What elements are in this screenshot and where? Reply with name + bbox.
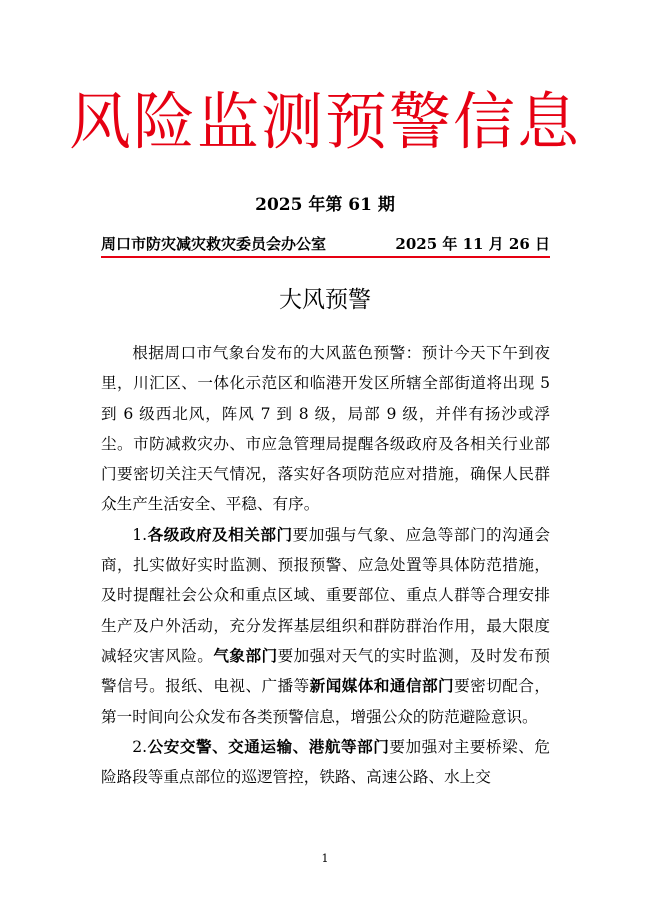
issue-date: 2025 年 11 月 26 日 [395, 235, 550, 253]
paragraph-item-2 [101, 732, 550, 793]
red-divider [101, 256, 550, 258]
paragraph-intro: 根据周口市气象台发布的大风蓝色预警：预计今天下午到夜里，川汇区、一体化示范区和临港开发区所辖全部街道将出现 5 到 6 级西北风，阵风 7 到 8 级，局部 9 级，并伴有扬沙或浮尘。市防减救灾办、市应急管理局提醒各级政府及各相关行业部门要密切关注天气情况，落实好各项防范应对措施，确保人民群众生产生活安全、平稳、有序。 [101, 344, 550, 514]
paragraph-item-1 [101, 520, 550, 732]
issuer-name: 周口市防灾减灾救灾委员会办公室 [101, 235, 327, 253]
page-number: 1 [321, 852, 329, 865]
paragraph-text: 要密切配合，第一时间向公众发布各类预警信息，增强公众的防范避险意识。 [101, 677, 550, 726]
bold-phrase: 新闻媒体和通信部门 [309, 676, 455, 696]
issuer-row [101, 233, 550, 257]
document-body [101, 338, 550, 792]
issue-number: 2025 年第 61 期 [255, 195, 395, 215]
paragraph-text: 要加强对天气的实时监测，及时发布预警信号。报纸、电视、广播等 [101, 646, 550, 696]
bold-phrase: 公安交警、交通运输、港航等部门 [147, 736, 390, 756]
item-number: 1. [132, 525, 148, 544]
paragraph-text: 要加强对主要桥梁、危险路段等重点部位的巡逻管控，铁路、高速公路、水上交 [101, 737, 550, 787]
paragraph-text: 要加强与气象、应急等部门的沟通会商，扎实做好实时监测、预报预警、应急处置等具体防范措施，及时提醒社会公众和重点区域、重要部位、重点人群等合理安排生产及户外活动，充分发挥基层组织和群防群治作用，最大限度减轻灾害风险。 [101, 525, 550, 665]
bold-phrase: 气象部门 [213, 645, 278, 665]
masthead-title: 风险监测预警信息 [68, 85, 581, 158]
document-title: 大风预警 [279, 287, 371, 313]
bold-phrase: 各级政府及相关部门 [147, 524, 293, 544]
item-number: 2. [132, 737, 148, 756]
